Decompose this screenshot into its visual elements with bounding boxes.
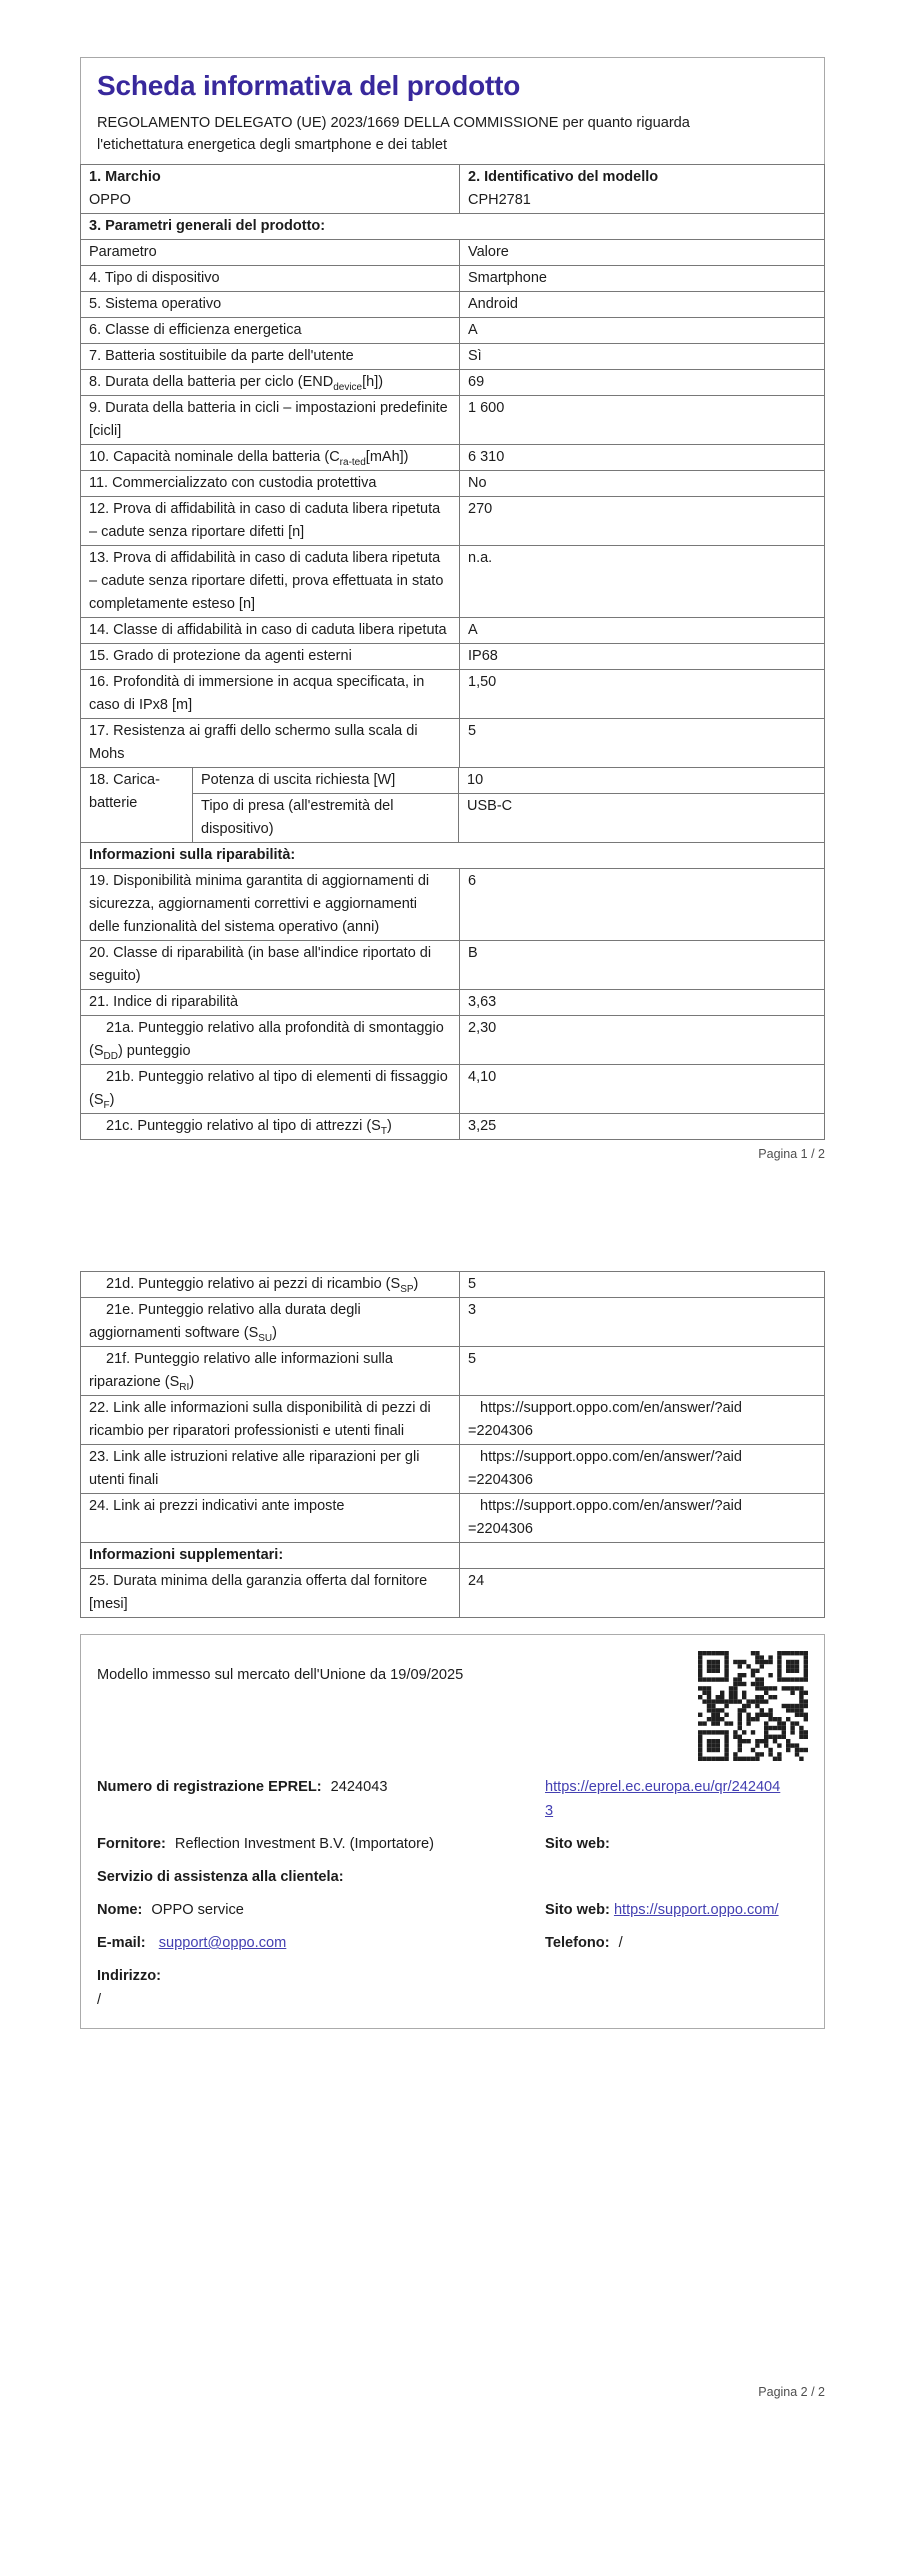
market-entry-line: Modello immesso sul mercato dell'Unione da 19/09/2025 [97, 1667, 464, 1683]
row-label: 21a. Punteggio relativo alla profondità di smontaggio $(S_{DD})$ punteggio [81, 1016, 460, 1064]
table-row [81, 317, 824, 343]
row-label: 21c. Punteggio relativo al tipo di attrezzi $(S_T)$ [81, 1114, 460, 1139]
row-value: Android [468, 296, 518, 312]
row-label: 8. Durata della batteria per ciclo $(END_{device}[h])$ [81, 370, 460, 395]
supplier-website-label: Sito web: [545, 1836, 610, 1852]
row-label: 22. Link alle informazioni sulla disponibilità di pezzi di ricambio per riparatori professionisti e utenti finali [81, 1396, 460, 1444]
table-row [81, 343, 824, 369]
row-value: 270 [468, 501, 493, 517]
row-value: Smartphone [468, 270, 547, 286]
page-number-1: Pagina 1 / 2 [758, 1147, 825, 1161]
address-row [97, 1964, 808, 2012]
qr-code-icon [698, 1651, 808, 1761]
row-value: 3,63 [468, 994, 497, 1010]
supplier-info-box [80, 1634, 825, 2029]
row-label: 9. Durata della batteria in cicli – impostazioni predefinite [cicli] [81, 396, 460, 444]
row-label: 4. Tipo di dispositivo [81, 266, 460, 291]
sub-row-label: Tipo di presa (all'estremità del dispositivo) [193, 794, 459, 842]
row-value: Valore [468, 244, 509, 260]
row-value: B [468, 945, 478, 961]
phone-label: Telefono: [545, 1935, 610, 1951]
row-label: 12. Prova di affidabilità in caso di caduta libera ripetuta – cadute senza riportare difetti [n] [81, 497, 460, 545]
table-row [81, 842, 824, 868]
regulation-subtitle: REGOLAMENTO DELEGATO (UE) 2023/1669 DELLA COMMISSIONE per quanto riguarda l'etichettatura energetica degli smartphone e dei tablet [97, 115, 690, 153]
service-name-value: OPPO service [151, 1902, 244, 1918]
row-value: https://support.oppo.com/en/answer/?aid=2204306 [468, 1498, 742, 1537]
row-label: 25. Durata minima della garanzia offerta dal fornitore [mesi] [81, 1569, 460, 1617]
row-value: 4,10 [468, 1069, 497, 1085]
row-label: 5. Sistema operativo [81, 292, 460, 317]
table-row [81, 265, 824, 291]
table-row [81, 369, 824, 395]
row-value: 3 [468, 1302, 477, 1318]
table-row [81, 1064, 824, 1113]
row-label: 17. Resistenza ai graffi dello schermo sulla scala di Mohs [81, 719, 460, 767]
row-label: 23. Link alle istruzioni relative alle riparazioni per gli utenti finali [81, 1445, 460, 1493]
row-label: 21b. Punteggio relativo al tipo di elementi di fissaggio $(S_F)$ [81, 1065, 460, 1113]
customer-service-header: Servizio di assistenza alla clientela: [97, 1869, 344, 1885]
table-row [81, 1113, 824, 1139]
section-header: Informazioni supplementari: [81, 1543, 460, 1568]
eprel-link[interactable]: https://eprel.ec.europa.eu/qr/2424043 [545, 1779, 781, 1819]
row-label: 21d. Punteggio relativo ai pezzi di ricambio $(S_{SP})$ [81, 1272, 460, 1297]
supplier-row [97, 1832, 808, 1856]
row-value: No [468, 475, 487, 491]
row-label: 7. Batteria sostituibile da parte dell'utente [81, 344, 460, 369]
row-value: A [468, 322, 478, 338]
service-name-label: Nome: [97, 1902, 143, 1918]
row-value: https://support.oppo.com/en/answer/?aid=2204306 [468, 1449, 742, 1488]
eprel-row [97, 1775, 808, 1823]
table-row [81, 1568, 824, 1617]
row-value: A [468, 622, 478, 638]
row-value: 69 [468, 374, 485, 390]
product-parameters-table-page1 [80, 164, 825, 1140]
row-value: 1,50 [468, 674, 497, 690]
table-row [81, 1346, 824, 1395]
row-value: https://support.oppo.com/en/answer/?aid=2204306 [468, 1400, 742, 1439]
sub-row-value: USB-C [467, 798, 513, 814]
row-label: 18. Carica-batterie [81, 768, 193, 842]
row-value: 3,25 [468, 1118, 497, 1134]
table-row [81, 868, 824, 940]
sub-row-label: Potenza di uscita richiesta [W] [193, 768, 459, 793]
row-label: 21. Indice di riparabilità [81, 990, 460, 1015]
table-row [81, 1542, 824, 1568]
table-row [81, 239, 824, 265]
page-title: Scheda informativa del prodotto [97, 70, 521, 101]
email-label: E-mail: [97, 1935, 146, 1951]
row-label: Parametro [81, 240, 460, 265]
row-label: 20. Classe di riparabilità (in base all'indice riportato di seguito) [81, 941, 460, 989]
service-website-label: Sito web: [545, 1902, 610, 1918]
eprel-label: Numero di registrazione EPREL: [97, 1779, 322, 1795]
row-label: 13. Prova di affidabilità in caso di caduta libera ripetuta – cadute senza riportare difetti, prova effettuata in stato completamente esteso [n] [81, 546, 460, 617]
table-row [81, 165, 824, 213]
email-link[interactable]: support@oppo.com [158, 1935, 287, 1951]
table-row [81, 1297, 824, 1346]
table-row [81, 989, 824, 1015]
sub-row-value: 10 [467, 772, 484, 788]
row-value: 6 310 [468, 449, 505, 465]
table-row [81, 1015, 824, 1064]
product-parameters-table-page2 [80, 1271, 825, 1618]
row-value: 2. Identificativo del modello CPH2781 [468, 169, 659, 208]
table-row [81, 1444, 824, 1493]
eprel-number: 2424043 [330, 1779, 388, 1795]
row-value: IP68 [468, 648, 498, 664]
row-label: 21f. Punteggio relativo alle informazioni sulla riparazione $(S_{RI})$ [81, 1347, 460, 1395]
row-label: 21e. Punteggio relativo alla durata degli aggiornamenti software $(S_{SU})$ [81, 1298, 460, 1346]
row-value: Sì [468, 348, 482, 364]
row-value: 5 [468, 723, 477, 739]
row-label: 11. Commercializzato con custodia protettiva [81, 471, 460, 496]
table-row [81, 291, 824, 317]
row-value [460, 1543, 824, 1568]
row-label: 24. Link ai prezzi indicativi ante imposte [81, 1494, 460, 1542]
table-row [81, 643, 824, 669]
table-row [81, 940, 824, 989]
row-value: n.a. [468, 550, 493, 566]
email-row [97, 1931, 808, 1955]
page-number-2: Pagina 2 / 2 [758, 2385, 825, 2399]
row-label: 1. Marchio OPPO [81, 165, 460, 213]
table-row [81, 395, 824, 444]
row-label: 14. Classe di affidabilità in caso di caduta libera ripetuta [81, 618, 460, 643]
table-row [81, 545, 824, 617]
address-label: Indirizzo: [97, 1968, 162, 1984]
product-fiche-document [80, 57, 825, 2399]
table-row [81, 1493, 824, 1542]
row-value: 24 [468, 1573, 485, 1589]
row-value: 5 [468, 1351, 477, 1367]
table-row [81, 444, 824, 470]
table-row [81, 213, 824, 239]
phone-value: / [618, 1935, 623, 1951]
table-row [81, 470, 824, 496]
row-value: 6 [468, 873, 477, 889]
service-name-row [97, 1898, 808, 1922]
table-row [81, 669, 824, 718]
section-header: 3. Parametri generali del prodotto: [89, 218, 326, 234]
address-value: / [97, 1992, 102, 2008]
service-website-link[interactable]: https://support.oppo.com/ [613, 1902, 779, 1918]
row-value: 2,30 [468, 1020, 497, 1036]
row-value: 5 [468, 1276, 477, 1292]
section-header: Informazioni sulla riparabilità: [89, 847, 296, 863]
row-label: 19. Disponibilità minima garantita di aggiornamenti di sicurezza, aggiornamenti correttivi e aggiornamenti delle funzionalità del sistema operativo (anni) [81, 869, 460, 940]
supplier-name: Reflection Investment B.V. (Importatore) [174, 1836, 434, 1852]
table-row [81, 1272, 824, 1297]
table-row [81, 718, 824, 767]
row-label: 16. Profondità di immersione in acqua specificata, in caso di IPx8 [m] [81, 670, 460, 718]
table-row [81, 767, 824, 842]
customer-service-header-row [97, 1865, 808, 1889]
row-label: 6. Classe di efficienza energetica [81, 318, 460, 343]
supplier-label: Fornitore: [97, 1836, 166, 1852]
row-label: 15. Grado di protezione da agenti esterni [81, 644, 460, 669]
row-value: 1 600 [468, 400, 505, 416]
row-label: 10. Capacità nominale della batteria $(C_{ra-ted}[mAh])$ [81, 445, 460, 470]
table-row [81, 496, 824, 545]
title-box [80, 57, 825, 164]
table-row [81, 617, 824, 643]
table-row [81, 1395, 824, 1444]
